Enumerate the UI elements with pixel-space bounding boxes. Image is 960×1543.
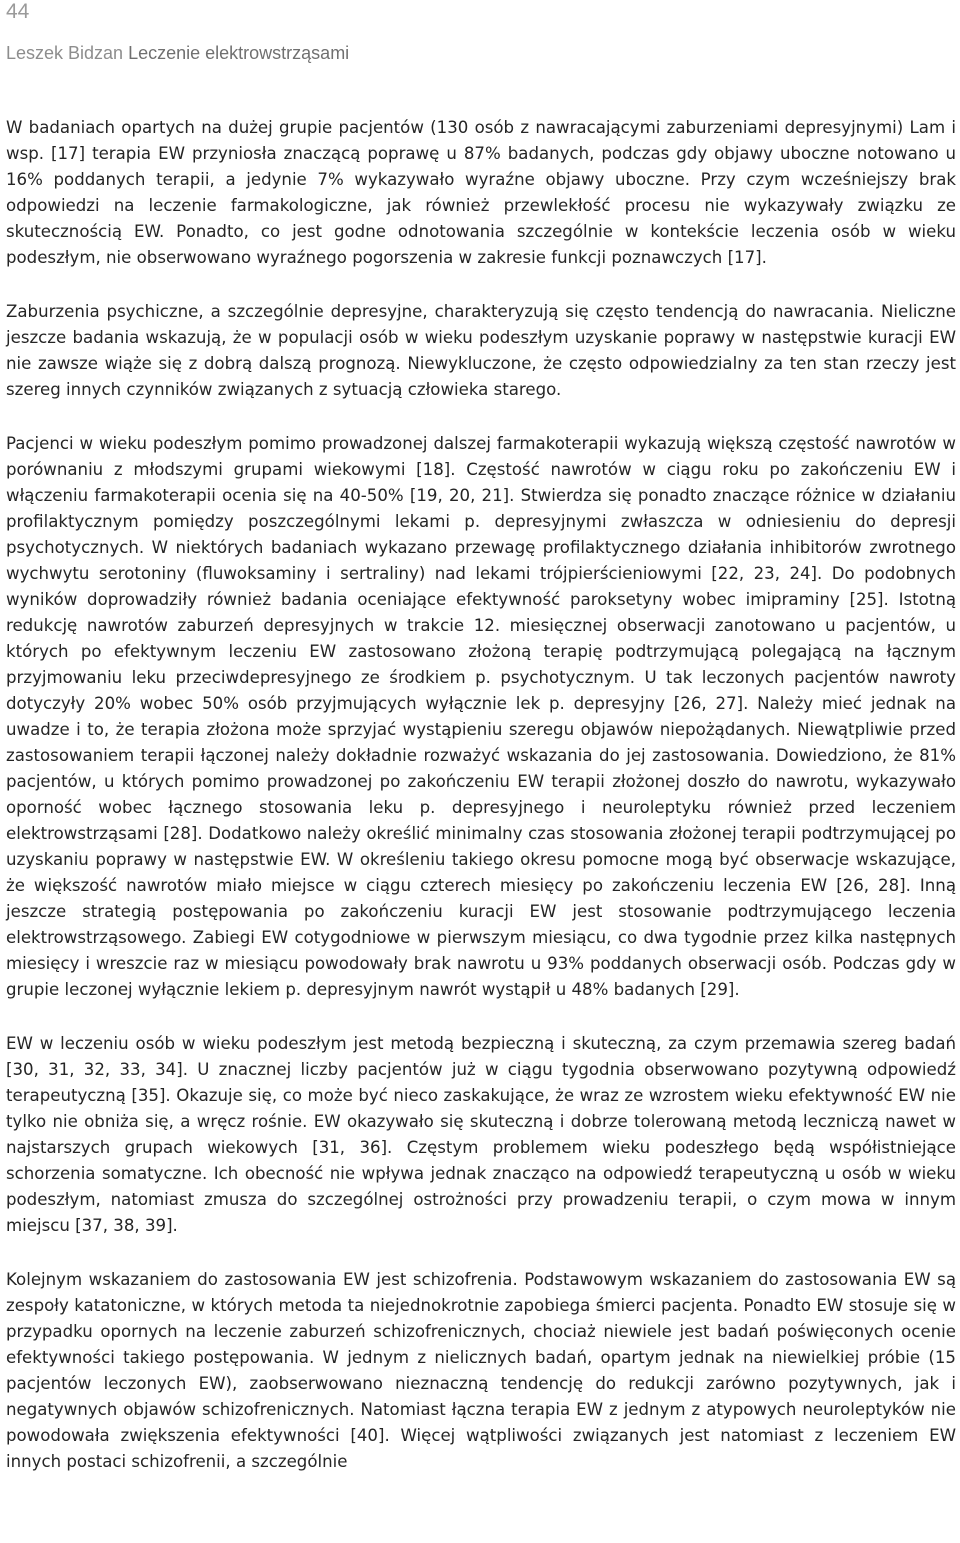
paragraph-1: W badaniach opartych na dużej grupie pacjentów (130 osób z nawracającymi zaburzeniami depresyjnymi) Lam i wsp. [17] terapia EW przyniosła znaczącą poprawę u 87% badanych, podczas gdy objawy uboczne notowano u 16% poddanych terapii, a jedynie 7% wykazywało wyraźne objawy uboczne. Przy czym wcześniejszy brak odpowiedzi na leczenie farmakologiczne, jak również przewlekłość procesu nie wykazywały związku ze skutecznością EW. Ponadto, co jest godne odnotowania szczególnie w kontekście leczenia osób w wieku podeszłym, nie obserwowano wyraźnego pogorszenia w zakresie funkcji poznawczych [17]. — [6, 118, 956, 267]
page-number: 44 — [6, 0, 30, 23]
paragraph-5: Kolejnym wskazaniem do zastosowania EW jest schizofrenia. Podstawowym wskazaniem do zastosowania EW są zespoły katatoniczne, w których metoda ta niejednokrotnie zapobiega śmierci pacjenta. Ponadto EW stosuje się w przypadku opornych na leczenie zaburzeń schizofrenicznych, chociaż niewiele jest badań poświęconych ocenie efektywności takiego postępowania. W jednym z nielicznych badań, opartym jednak na niewielkiej próbie (15 pacjentów leczonych EW), zaobserwowano nieznaczną tendencję do redukcji zarówno pozytywnych, jak i negatywnych objawów schizofrenicznych. Natomiast łączna terapia EW z jednym z atypowych neuroleptyków nie powodowała zwiększenia efektywności [40]. Więcej wątpliwości związanych jest natomiast z leczeniem EW innych postaci schizofrenii, a szczególnie — [6, 1270, 956, 1471]
paragraph-2: Zaburzenia psychiczne, a szczególnie depresyjne, charakteryzują się często tendencją do nawracania. Nieliczne jeszcze badania wskazują, że w populacji osób w wieku podeszłym uzyskanie poprawy w następstwie kuracji EW nie zawsze wiąże się z dobrą dalszą prognozą. Niewykluczone, że często odpowiedzialny za ten stan rzeczy jest szereg innych czynników związanych z sytuacją człowieka starego. — [6, 302, 956, 399]
body-text — [6, 115, 956, 1475]
paragraph-3: Pacjenci w wieku podeszłym pomimo prowadzonej dalszej farmakoterapii wykazują większą częstość nawrotów w porównaniu z młodszymi grupami wiekowymi [18]. Częstość nawrotów w ciągu roku po zakończeniu EW i włączeniu farmakoterapii ocenia się na 40-50% [19, 20, 21]. Stwierdza się ponadto znaczące różnice w działaniu profilaktycznym pomiędzy poszczególnymi lekami p. depresyjnymi zwłaszcza w odniesieniu do depresji psychotycznych. W niektórych badaniach wykazano przewagę profilaktycznego działania inhibitorów zwrotnego wychwytu serotoniny (fluwoksaminy i sertraliny) nad lekami trójpierścieniowymi [22, 23, 24]. Do podobnych wyników doprowadziły również badania oceniające efektywność paroksetyny wobec imipraminy [25]. Istotną redukcję nawrotów zaburzeń depresyjnych w trakcie 12. miesięcznej obserwacji zanotowano u pacjentów, u których po efektywnym leczeniu EW zastosowano złożoną terapię podtrzymującą polegającą na łącznym przyjmowaniu leku przeciwdepresyjnego ze środkiem p. psychotycznym. U tak leczonych pacjentów nawroty dotyczyły 20% wobec 50% osób przyjmujących wyłącznie lek p. depresyjny [26, 27]. Należy mieć jednak na uwadze i to, że terapia złożona może sprzyjać wystąpieniu szeregu objawów niepożądanych. Niewątpliwie przed zastosowaniem terapii łączonej należy dokładnie rozważyć wskazania do jej zastosowania. Dowiedziono, że 81% pacjentów, u których pomimo prowadzonej po zakończeniu EW terapii złożonej doszło do nawrotu, wykazywało oporność wobec łącznego stosowania leku p. depresyjnego i neuroleptyku również przed leczeniem elektrowstrząsami [28]. Dodatkowo należy określić minimalny czas stosowania złożonej terapii podtrzymującej po uzyskaniu poprawy w następstwie EW. W określeniu takiego okresu pomocne mogą być obserwacje wskazujące, że większość nawrotów miało miejsce w ciągu czterech miesięcy po zakończeniu leczenia EW [26, 28]. Inną jeszcze strategią postępowania po zakończeniu kuracji EW jest stosowanie podtrzymującego leczenia elektrowstrząsowego. Zabiegi EW cotygodniowe w pierwszym miesiącu, co dwa tygodnie przez kilka następnych miesięcy i wreszcie raz w miesiącu powodowały brak nawrotu u 93% poddanych obserwacji osób. Podczas gdy w grupie leczonej wyłącznie lekiem p. depresyjnym nawrót wystąpił u 48% badanych [29]. — [6, 434, 956, 999]
running-header — [6, 42, 349, 64]
paragraph-4: EW w leczeniu osób w wieku podeszłym jest metodą bezpieczną i skuteczną, za czym przemawia szereg badań [30, 31, 32, 33, 34]. U znacznej liczby pacjentów już w ciągu tygodnia obserwowano pozytywną odpowiedź terapeutyczną [35]. Okazuje się, co może być nieco zaskakujące, że wraz ze wzrostem wieku efektywność EW nie tylko nie obniża się, a wręcz rośnie. EW okazywało się skuteczną i dobrze tolerowaną metodą leczniczą nawet w najstarszych grupach wiekowych [31, 36]. Częstym problemem wieku podeszłego będą współistniejące schorzenia somatyczne. Ich obecność nie wpływa jednak znacząco na odpowiedź terapeutyczną u osób w wieku podeszłym, natomiast zmusza do szczególnej ostrożności przy prowadzeniu terapii, o czym mowa w innym miejscu [37, 38, 39]. — [6, 1034, 956, 1235]
header-author: Leszek Bidzan — [6, 43, 124, 63]
header-title: Leczenie elektrowstrząsami — [128, 43, 350, 63]
